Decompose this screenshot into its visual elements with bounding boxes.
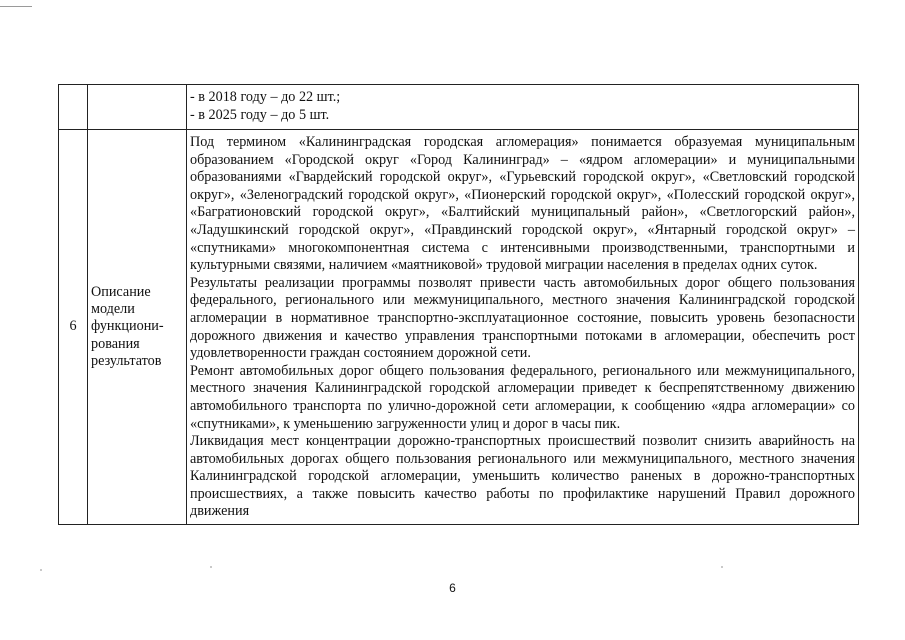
row-name-cell (88, 130, 187, 525)
scan-speck (210, 566, 212, 568)
row-number-cell-empty (59, 85, 88, 130)
agglomeration-definition-paragraph: Под термином «Калининградская городская агломерация» понимается образуемая муниципальным образованием «Городской округ «Город Калининград» – «ядром агломерации» и муниципальными образованиями «Гвардейский городской округ», «Гурьевский городской округ», «Светловский городской округ», «Зеленоградский городской округ», «Пионерский городской округ», «Полесский городской округ», «Багратионовский городской округ», «Балтийский муниципальный район», «Светлогорский район», «Ладушкинский городской округ», «Правдинский городской округ», «Янтарный городской округ» – «спутниками» многокомпонентная система с интенсивными производственными, транспортными и культурными связями, наличием «маятниковой» трудовой миграции населения в пределах одних суток. (190, 134, 855, 274)
target-2018-line: - в 2018 году – до 22 шт.; (190, 89, 341, 105)
program-results-paragraph: Результаты реализации программы позволят привести часть автомобильных дорог общего пользования федерального, регионального или межмуниципального, местного значения Калининградской городской агломерации в нормативное транспортно-эксплуатационное состояние, повысить уровень безопасности дорожного движения и качество управления транспортными потоками в агломерации, обеспечить рост удовлетворенности граждан состоянием дорожной сети. (190, 274, 855, 362)
accident-reduction-paragraph: Ликвидация мест концентрации дорожно-транспортных происшествий позволит снизить аварийность на автомобильных дорогах общего пользования регионального или межмуниципального, местного значения Калининградской городской агломерации, уменьшить количество раненых в дорожно-транспортных происшествиях, а также повысить качество работы по профилактике нарушений Правил дорожного движения (190, 433, 855, 520)
target-2025-line: - в 2025 году – до 5 шт. (190, 106, 330, 123)
table-row-6 (59, 130, 859, 525)
row-name-line: рования (91, 335, 140, 352)
road-repair-paragraph: Ремонт автомобильных дорог общего пользования федерального, регионального или межмуниципального, местного значения Калининградской городской агломерации приведет к беспрепятственному движению автомобильного транспорта по улично-дорожной сети агломерации, к сообщению «ядра агломерации» со «спутниками», к уменьшению загруженности улиц и дорог в часы пик. (190, 362, 855, 432)
page-number: 6 (449, 581, 456, 595)
program-passport-table (58, 84, 859, 525)
scan-speck (40, 569, 42, 571)
row-name-line: результатов (91, 353, 162, 370)
row-value-cell-continuation (187, 85, 859, 130)
row-description-cell (187, 130, 859, 525)
row-name-line: Описание (91, 283, 151, 300)
row-number-cell: 6 (59, 130, 88, 525)
table-row-continuation (59, 85, 859, 130)
row-name-line: модели (91, 300, 135, 317)
row-name-line: функциони- (91, 318, 164, 335)
scan-edge-mark (0, 6, 32, 7)
row-name-cell-empty (88, 85, 187, 130)
scan-speck (721, 566, 723, 568)
